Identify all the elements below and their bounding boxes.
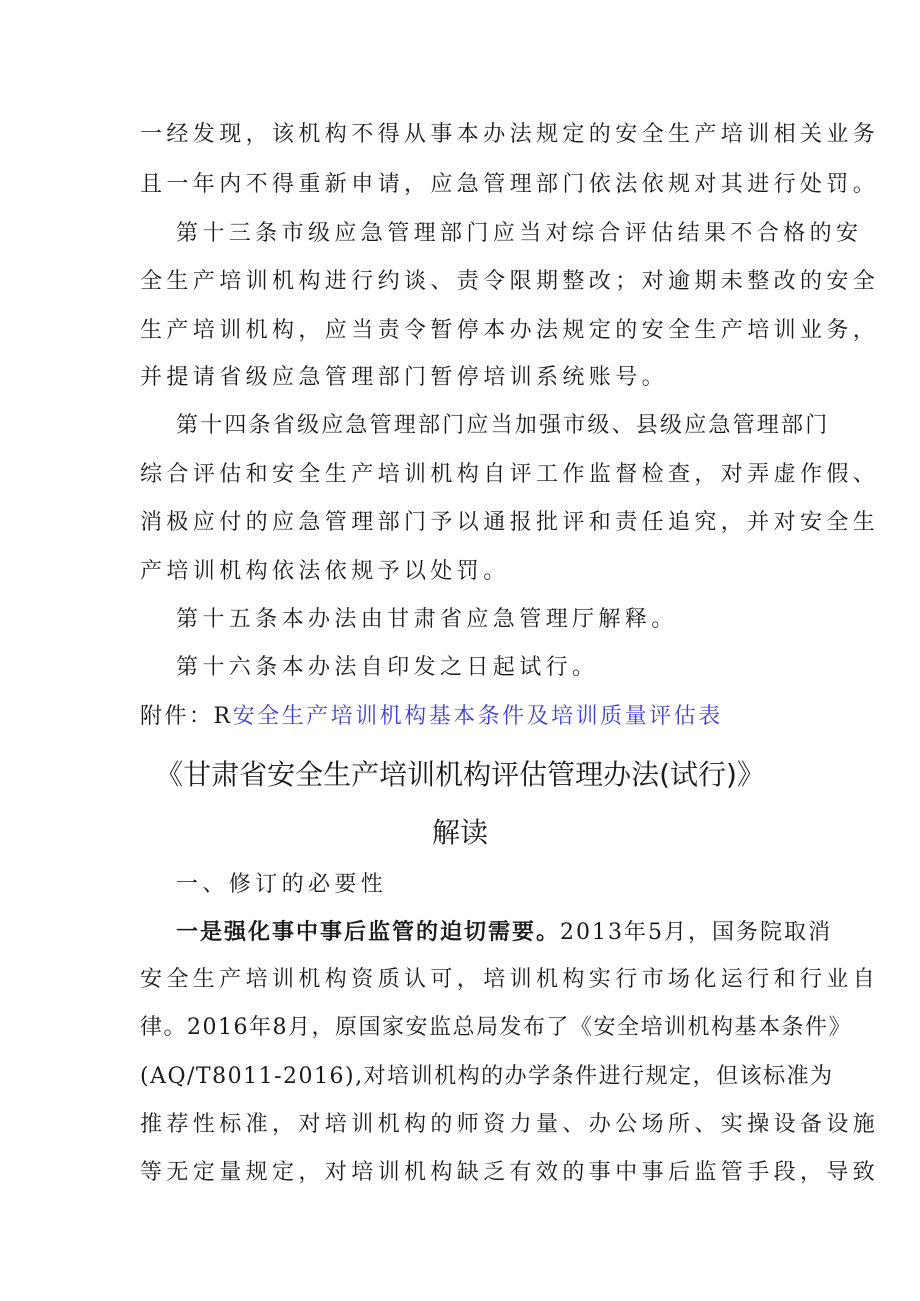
para1-bold-lead: 一是强化事中事后监管的迫切需要。 [176, 919, 561, 945]
article14-line-1: 第十四条省级应急管理部门应当加强市级、县级应急管理部门 [176, 413, 830, 438]
attachment-link[interactable]: 安全生产培训机构基本条件及培训质量评估表 [232, 704, 723, 729]
article14-line-4: 产培训机构依法依规予以处罚。 [140, 559, 510, 584]
para1-line-1-rest: 2013年5月，国务院取消 [560, 920, 833, 945]
para1-line-1 [176, 917, 833, 948]
para1-line-3: 律。2016年8月，原国家安监总局发布了《安全培训机构基本条件》 [140, 1015, 852, 1040]
article14-line-3: 消极应付的应急管理部门予以通报批评和责任追究，并对安全生 [140, 510, 880, 535]
article13-line-1: 第十三条市级应急管理部门应当对综合评估结果不合格的安 [176, 221, 863, 246]
attachment-line [140, 702, 800, 732]
article13-line-4: 并提请省级应急管理部门暂停培训系统账号。 [140, 365, 669, 390]
article16: 第十六条本办法自印发之日起试行。 [176, 655, 599, 680]
document-subtitle: 解读 [431, 816, 488, 849]
article13-line-2: 全生产培训机构进行约谈、责令限期整改；对逾期未整改的安全 [140, 269, 880, 294]
para1-line-4: (AQ/T8011-2016),对培训机构的办学条件进行规定，但该标准为 [140, 1064, 834, 1089]
document-title: 《甘肃省安全生产培训机构评估管理办法(试行)》 [155, 758, 765, 791]
para1-line-2: 安全生产培训机构资质认可，培训机构实行市场化运行和行业自 [140, 967, 880, 992]
para1-line-6: 等无定量规定，对培训机构缺乏有效的事中事后监管手段，导致 [140, 1160, 880, 1185]
intro-line-1: 一经发现，该机构不得从事本办法规定的安全生产培训相关业务 [140, 122, 880, 147]
article15: 第十五条本办法由甘肃省应急管理厅解释。 [176, 607, 678, 632]
intro-line-2: 且一年内不得重新申请，应急管理部门依法依规对其进行处罚。 [140, 172, 880, 197]
article13-line-3: 生产培训机构，应当责令暂停本办法规定的安全生产培训业务， [140, 318, 880, 343]
para1-line-5: 推荐性标准，对培训机构的师资力量、办公场所、实操设备设施 [140, 1112, 880, 1137]
section1-heading: 一、修订的必要性 [176, 872, 388, 897]
article14-line-2: 综合评估和安全生产培训机构自评工作监督检查，对弄虚作假、 [140, 462, 880, 487]
attachment-label: 附件：R [140, 704, 233, 729]
